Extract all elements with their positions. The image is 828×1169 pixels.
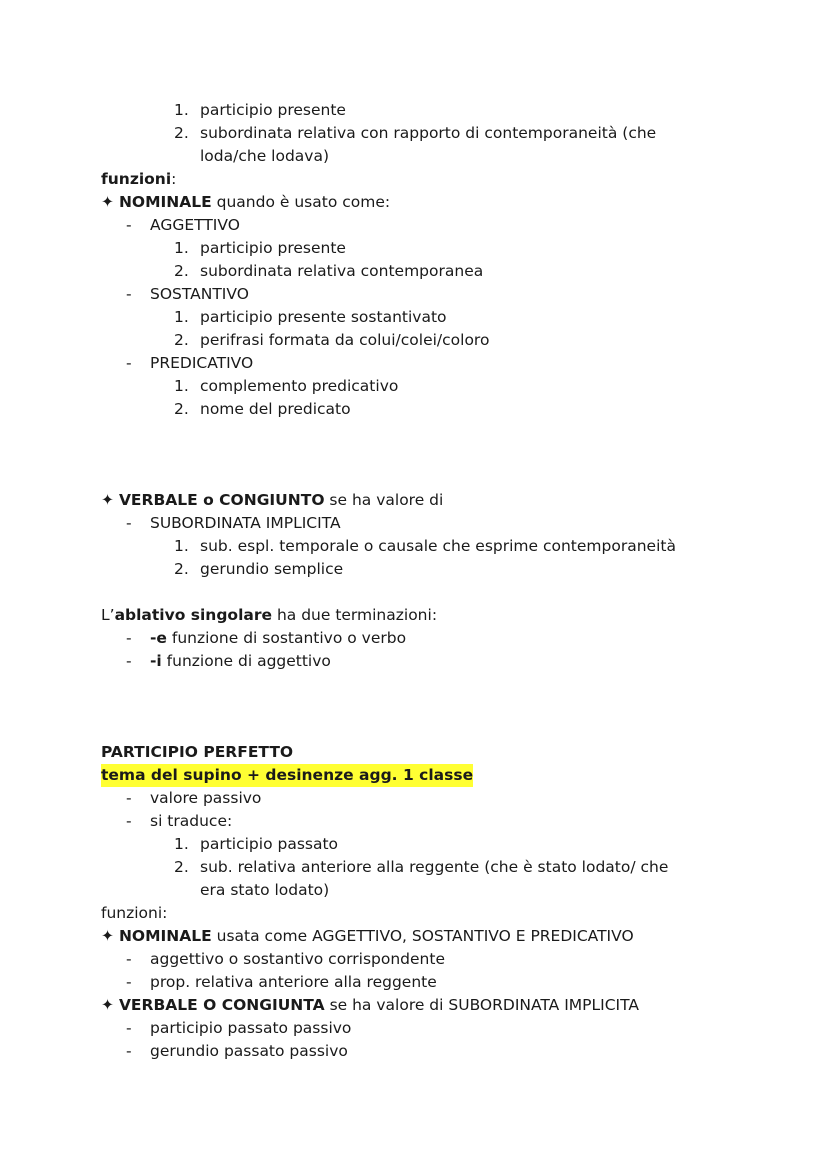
list-item-continuation: era stato lodato): [200, 881, 330, 899]
list-item: - -i funzione di aggettivo: [126, 652, 331, 670]
list-item: 1. participio presente: [174, 101, 346, 119]
group-label: - SOSTANTIVO: [126, 285, 249, 303]
group-label: - PREDICATIVO: [126, 354, 254, 372]
list-item: 2. gerundio semplice: [174, 560, 344, 578]
group-label: - AGGETTIVO: [126, 216, 240, 234]
list-item: 1. participio presente sostantivato: [174, 308, 447, 326]
star-icon: ✦: [101, 491, 114, 509]
list-item: 1. participio presente: [174, 239, 346, 257]
section-title: PARTICIPIO PERFETTO: [101, 743, 294, 761]
ablativo-paragraph: L’ablativo singolare ha due terminazioni:: [101, 606, 438, 624]
list-item: - prop. relativa anteriore alla reggente: [126, 973, 437, 991]
nominale-heading: ✦ NOMINALE quando è usato come:: [101, 193, 391, 211]
list-item: 2. nome del predicato: [174, 400, 351, 418]
list-item: 2. sub. relativa anteriore alla reggente (che è stato lodato/ che: [174, 858, 669, 876]
list-item: 1. sub. espl. temporale o causale che esprime contemporaneità: [174, 537, 676, 555]
funzioni-heading: funzioni:: [101, 904, 168, 922]
list-item: 1. participio passato: [174, 835, 339, 853]
funzioni-heading: funzioni:: [101, 170, 177, 188]
list-item: - si traduce:: [126, 812, 233, 830]
list-item: - participio passato passivo: [126, 1019, 352, 1037]
list-item: - valore passivo: [126, 789, 262, 807]
list-item: - -e funzione di sostantivo o verbo: [126, 629, 407, 647]
star-icon: ✦: [101, 927, 114, 945]
list-item: - gerundio passato passivo: [126, 1042, 348, 1060]
star-icon: ✦: [101, 193, 114, 211]
star-icon: ✦: [101, 996, 114, 1014]
list-item-continuation: loda/che lodava): [200, 147, 330, 165]
verbale-heading: ✦ VERBALE O CONGIUNTA se ha valore di SUBORDINATA IMPLICITA: [101, 996, 639, 1014]
highlighted-formula: tema del supino + desinenze agg. 1 classe: [0, 764, 828, 787]
list-item: 1. complemento predicativo: [174, 377, 399, 395]
list-item: 2. perifrasi formata da colui/colei/coloro: [174, 331, 490, 349]
verbale-heading: ✦ VERBALE o CONGIUNTO se ha valore di: [101, 491, 444, 509]
list-item: - aggettivo o sostantivo corrispondente: [126, 950, 445, 968]
group-label: - SUBORDINATA IMPLICITA: [126, 514, 341, 532]
nominale-heading: ✦ NOMINALE usata come AGGETTIVO, SOSTANTIVO E PREDICATIVO: [101, 927, 634, 945]
list-item: 2. subordinata relativa con rapporto di contemporaneità (che: [174, 124, 657, 142]
list-item: 2. subordinata relativa contemporanea: [174, 262, 484, 280]
